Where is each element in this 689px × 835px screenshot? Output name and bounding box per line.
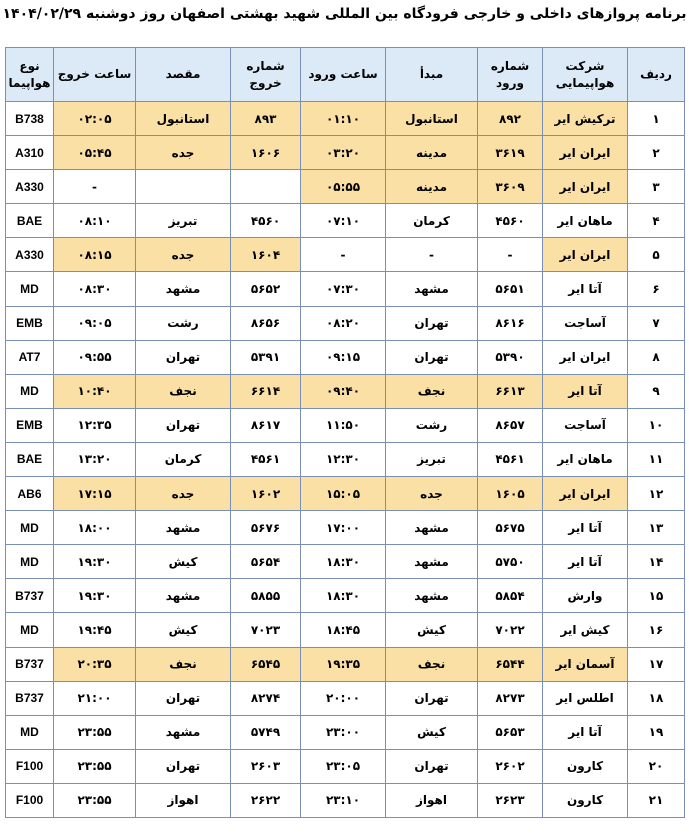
- header-departure-time: ساعت خروج: [54, 48, 136, 102]
- cell-arrival-number: ۴۵۶۱: [478, 442, 543, 476]
- header-destination: مقصد: [136, 48, 231, 102]
- cell-destination: اهواز: [136, 783, 231, 817]
- cell-airline: آتا ایر: [543, 545, 628, 579]
- cell-row-number: ۷: [628, 306, 685, 340]
- cell-departure-time: ۱۳:۲۰: [54, 442, 136, 476]
- table-row: [6, 715, 685, 749]
- cell-airline: ماهان ایر: [543, 442, 628, 476]
- cell-origin: تهران: [386, 681, 478, 715]
- cell-origin: نجف: [386, 647, 478, 681]
- cell-arrival-time: ۱۵:۰۵: [301, 477, 386, 511]
- table-row: [6, 102, 685, 136]
- cell-arrival-number: ۴۵۶۰: [478, 204, 543, 238]
- cell-aircraft-type: F100: [6, 749, 54, 783]
- cell-aircraft-type: AB6: [6, 477, 54, 511]
- cell-aircraft-type: BAE: [6, 442, 54, 476]
- cell-arrival-number: ۸۲۷۳: [478, 681, 543, 715]
- cell-aircraft-type: MD: [6, 545, 54, 579]
- table-row: [6, 374, 685, 408]
- table-row: [6, 783, 685, 817]
- cell-departure-time: ۲۰:۳۵: [54, 647, 136, 681]
- cell-row-number: ۱۶: [628, 613, 685, 647]
- cell-destination: مشهد: [136, 715, 231, 749]
- cell-arrival-number: ۶۶۱۳: [478, 374, 543, 408]
- table-body: [6, 102, 685, 818]
- cell-arrival-number: ۵۸۵۴: [478, 579, 543, 613]
- header-airline: شرکت هواپیمایی: [543, 48, 628, 102]
- cell-destination: استانبول: [136, 102, 231, 136]
- table-row: [6, 749, 685, 783]
- cell-origin: اهواز: [386, 783, 478, 817]
- cell-arrival-number: ۲۶۰۲: [478, 749, 543, 783]
- cell-origin: مشهد: [386, 579, 478, 613]
- cell-destination: مشهد: [136, 272, 231, 306]
- cell-departure-number: [231, 170, 301, 204]
- cell-row-number: ۱۰: [628, 408, 685, 442]
- cell-departure-time: ۲۳:۵۵: [54, 715, 136, 749]
- cell-destination: کرمان: [136, 442, 231, 476]
- cell-arrival-number: ۷۰۲۲: [478, 613, 543, 647]
- cell-departure-number: ۲۶۲۲: [231, 783, 301, 817]
- cell-departure-time: ۱۰:۴۰: [54, 374, 136, 408]
- cell-arrival-time: ۰۳:۲۰: [301, 136, 386, 170]
- cell-destination: کیش: [136, 545, 231, 579]
- cell-origin: تبریز: [386, 442, 478, 476]
- cell-departure-time: ۱۹:۴۵: [54, 613, 136, 647]
- cell-airline: آتا ایر: [543, 272, 628, 306]
- cell-row-number: ۲۰: [628, 749, 685, 783]
- cell-aircraft-type: MD: [6, 715, 54, 749]
- cell-arrival-time: ۰۷:۳۰: [301, 272, 386, 306]
- table-row: [6, 647, 685, 681]
- cell-arrival-number: ۵۶۵۳: [478, 715, 543, 749]
- cell-aircraft-type: B737: [6, 579, 54, 613]
- header-arrival-time: ساعت ورود: [301, 48, 386, 102]
- cell-row-number: ۹: [628, 374, 685, 408]
- cell-airline: ایران ایر: [543, 477, 628, 511]
- cell-row-number: ۱۴: [628, 545, 685, 579]
- cell-departure-number: ۶۶۱۴: [231, 374, 301, 408]
- cell-arrival-time: ۲۳:۱۰: [301, 783, 386, 817]
- cell-row-number: ۱۵: [628, 579, 685, 613]
- cell-arrival-time: ۱۸:۳۰: [301, 545, 386, 579]
- cell-arrival-time: ۲۰:۰۰: [301, 681, 386, 715]
- cell-departure-time: ۰۸:۳۰: [54, 272, 136, 306]
- header-arrival-number: شماره ورود: [478, 48, 543, 102]
- cell-row-number: ۱۷: [628, 647, 685, 681]
- cell-destination: [136, 170, 231, 204]
- cell-destination: کیش: [136, 613, 231, 647]
- cell-aircraft-type: B737: [6, 681, 54, 715]
- cell-airline: آتا ایر: [543, 374, 628, 408]
- cell-arrival-number: ۵۳۹۰: [478, 340, 543, 374]
- cell-origin: مدینه: [386, 136, 478, 170]
- cell-destination: نجف: [136, 647, 231, 681]
- cell-departure-time: ۰۸:۱۰: [54, 204, 136, 238]
- cell-departure-number: ۱۶۰۲: [231, 477, 301, 511]
- cell-departure-time: ۰۸:۱۵: [54, 238, 136, 272]
- cell-arrival-time: ۲۳:۰۵: [301, 749, 386, 783]
- cell-airline: ایران ایر: [543, 170, 628, 204]
- cell-row-number: ۱۳: [628, 511, 685, 545]
- cell-arrival-time: ۱۸:۴۵: [301, 613, 386, 647]
- cell-origin: رشت: [386, 408, 478, 442]
- cell-destination: مشهد: [136, 579, 231, 613]
- table-row: [6, 579, 685, 613]
- cell-aircraft-type: A330: [6, 170, 54, 204]
- cell-row-number: ۱: [628, 102, 685, 136]
- cell-arrival-time: ۰۵:۵۵: [301, 170, 386, 204]
- cell-arrival-number: ۸۶۱۶: [478, 306, 543, 340]
- cell-aircraft-type: MD: [6, 374, 54, 408]
- cell-airline: ایران ایر: [543, 238, 628, 272]
- table-row: [6, 681, 685, 715]
- cell-airline: ترکیش ایر: [543, 102, 628, 136]
- cell-departure-time: ۰۹:۰۵: [54, 306, 136, 340]
- cell-departure-time: ۱۷:۱۵: [54, 477, 136, 511]
- cell-origin: مشهد: [386, 511, 478, 545]
- cell-departure-time: ۱۹:۳۰: [54, 545, 136, 579]
- cell-arrival-number: ۳۶۱۹: [478, 136, 543, 170]
- cell-destination: رشت: [136, 306, 231, 340]
- cell-departure-number: ۵۸۵۵: [231, 579, 301, 613]
- table-row: [6, 238, 685, 272]
- cell-arrival-number: ۵۶۷۵: [478, 511, 543, 545]
- cell-departure-number: ۸۹۳: [231, 102, 301, 136]
- cell-row-number: ۸: [628, 340, 685, 374]
- cell-destination: تهران: [136, 340, 231, 374]
- cell-airline: آتا ایر: [543, 511, 628, 545]
- table-row: [6, 442, 685, 476]
- cell-origin: مشهد: [386, 545, 478, 579]
- cell-departure-number: ۵۶۷۶: [231, 511, 301, 545]
- cell-row-number: ۱۸: [628, 681, 685, 715]
- cell-airline: آسمان ایر: [543, 647, 628, 681]
- cell-airline: ایران ایر: [543, 136, 628, 170]
- cell-departure-number: ۱۶۰۶: [231, 136, 301, 170]
- header-row-number: ردیف: [628, 48, 685, 102]
- cell-origin: کیش: [386, 715, 478, 749]
- cell-aircraft-type: EMB: [6, 306, 54, 340]
- cell-row-number: ۱۹: [628, 715, 685, 749]
- cell-arrival-number: ۸۹۲: [478, 102, 543, 136]
- cell-aircraft-type: A330: [6, 238, 54, 272]
- cell-arrival-number: ۵۶۵۱: [478, 272, 543, 306]
- cell-origin: -: [386, 238, 478, 272]
- cell-row-number: ۳: [628, 170, 685, 204]
- cell-row-number: ۵: [628, 238, 685, 272]
- cell-destination: جده: [136, 136, 231, 170]
- table-row: [6, 477, 685, 511]
- cell-airline: ماهان ایر: [543, 204, 628, 238]
- cell-departure-time: ۱۹:۳۰: [54, 579, 136, 613]
- cell-destination: تهران: [136, 681, 231, 715]
- cell-departure-number: ۶۵۴۵: [231, 647, 301, 681]
- cell-arrival-number: ۱۶۰۵: [478, 477, 543, 511]
- cell-departure-number: ۲۶۰۳: [231, 749, 301, 783]
- cell-origin: تهران: [386, 749, 478, 783]
- table-row: [6, 408, 685, 442]
- cell-destination: مشهد: [136, 511, 231, 545]
- cell-departure-number: ۵۳۹۱: [231, 340, 301, 374]
- cell-arrival-number: ۶۵۴۴: [478, 647, 543, 681]
- cell-origin: مشهد: [386, 272, 478, 306]
- cell-arrival-number: ۸۶۵۷: [478, 408, 543, 442]
- cell-airline: کارون: [543, 783, 628, 817]
- cell-departure-number: ۴۵۶۱: [231, 442, 301, 476]
- cell-airline: آساجت: [543, 408, 628, 442]
- cell-departure-number: ۸۶۱۷: [231, 408, 301, 442]
- cell-departure-time: ۲۳:۵۵: [54, 783, 136, 817]
- cell-destination: تهران: [136, 749, 231, 783]
- cell-aircraft-type: F100: [6, 783, 54, 817]
- cell-origin: جده: [386, 477, 478, 511]
- cell-aircraft-type: MD: [6, 511, 54, 545]
- cell-departure-number: ۵۷۴۹: [231, 715, 301, 749]
- cell-aircraft-type: EMB: [6, 408, 54, 442]
- cell-destination: تهران: [136, 408, 231, 442]
- cell-airline: آتا ایر: [543, 715, 628, 749]
- cell-arrival-time: -: [301, 238, 386, 272]
- cell-arrival-time: ۱۹:۳۵: [301, 647, 386, 681]
- flight-schedule-table: [5, 47, 685, 818]
- cell-aircraft-type: B738: [6, 102, 54, 136]
- cell-origin: کرمان: [386, 204, 478, 238]
- cell-arrival-number: ۳۶۰۹: [478, 170, 543, 204]
- cell-arrival-time: ۱۸:۳۰: [301, 579, 386, 613]
- cell-arrival-time: ۱۱:۵۰: [301, 408, 386, 442]
- cell-origin: استانبول: [386, 102, 478, 136]
- cell-arrival-time: ۰۸:۲۰: [301, 306, 386, 340]
- cell-origin: کیش: [386, 613, 478, 647]
- cell-aircraft-type: BAE: [6, 204, 54, 238]
- cell-row-number: ۶: [628, 272, 685, 306]
- cell-airline: کیش ایر: [543, 613, 628, 647]
- cell-aircraft-type: AT7: [6, 340, 54, 374]
- cell-departure-time: ۲۱:۰۰: [54, 681, 136, 715]
- cell-arrival-number: ۲۶۲۳: [478, 783, 543, 817]
- cell-destination: جده: [136, 238, 231, 272]
- cell-airline: وارش: [543, 579, 628, 613]
- cell-destination: تبریز: [136, 204, 231, 238]
- cell-departure-time: ۲۳:۵۵: [54, 749, 136, 783]
- cell-departure-time: ۰۲:۰۵: [54, 102, 136, 136]
- cell-row-number: ۱۱: [628, 442, 685, 476]
- header-row: [6, 48, 685, 102]
- cell-departure-number: ۵۶۵۴: [231, 545, 301, 579]
- cell-row-number: ۲۱: [628, 783, 685, 817]
- cell-arrival-time: ۰۱:۱۰: [301, 102, 386, 136]
- cell-departure-time: ۰۵:۴۵: [54, 136, 136, 170]
- cell-aircraft-type: MD: [6, 272, 54, 306]
- table-row: [6, 306, 685, 340]
- header-origin: مبدأ: [386, 48, 478, 102]
- cell-arrival-time: ۲۳:۰۰: [301, 715, 386, 749]
- cell-origin: تهران: [386, 340, 478, 374]
- cell-departure-number: ۸۲۷۴: [231, 681, 301, 715]
- table-row: [6, 545, 685, 579]
- cell-departure-number: ۴۵۶۰: [231, 204, 301, 238]
- cell-aircraft-type: A310: [6, 136, 54, 170]
- table-row: [6, 613, 685, 647]
- cell-origin: مدینه: [386, 170, 478, 204]
- cell-departure-time: -: [54, 170, 136, 204]
- cell-row-number: ۲: [628, 136, 685, 170]
- cell-arrival-time: ۰۹:۱۵: [301, 340, 386, 374]
- table-row: [6, 170, 685, 204]
- cell-row-number: ۱۲: [628, 477, 685, 511]
- cell-origin: تهران: [386, 306, 478, 340]
- header-departure-number: شماره خروج: [231, 48, 301, 102]
- cell-aircraft-type: B737: [6, 647, 54, 681]
- cell-aircraft-type: MD: [6, 613, 54, 647]
- cell-arrival-number: ۵۷۵۰: [478, 545, 543, 579]
- table-row: [6, 136, 685, 170]
- cell-departure-time: ۱۸:۰۰: [54, 511, 136, 545]
- cell-departure-number: ۱۶۰۴: [231, 238, 301, 272]
- cell-departure-number: ۷۰۲۳: [231, 613, 301, 647]
- table-row: [6, 204, 685, 238]
- header-aircraft-type: نوع هواپیما: [6, 48, 54, 102]
- table-row: [6, 272, 685, 306]
- table-row: [6, 340, 685, 374]
- cell-departure-number: ۸۶۵۶: [231, 306, 301, 340]
- cell-arrival-number: -: [478, 238, 543, 272]
- cell-airline: کارون: [543, 749, 628, 783]
- cell-arrival-time: ۰۷:۱۰: [301, 204, 386, 238]
- cell-arrival-time: ۱۷:۰۰: [301, 511, 386, 545]
- cell-airline: ایران ایر: [543, 340, 628, 374]
- cell-airline: آساجت: [543, 306, 628, 340]
- cell-arrival-time: ۰۹:۴۰: [301, 374, 386, 408]
- table-row: [6, 511, 685, 545]
- cell-row-number: ۴: [628, 204, 685, 238]
- cell-departure-time: ۰۹:۵۵: [54, 340, 136, 374]
- cell-departure-time: ۱۲:۳۵: [54, 408, 136, 442]
- cell-airline: اطلس ایر: [543, 681, 628, 715]
- cell-origin: نجف: [386, 374, 478, 408]
- cell-destination: نجف: [136, 374, 231, 408]
- page-title: برنامه پروازهای داخلی و خارجی فرودگاه بین المللی شهید بهشتی اصفهان روز دوشنبه ۱۴۰۴/۰۲/۲۹: [2, 6, 687, 22]
- cell-destination: جده: [136, 477, 231, 511]
- cell-departure-number: ۵۶۵۲: [231, 272, 301, 306]
- cell-arrival-time: ۱۲:۳۰: [301, 442, 386, 476]
